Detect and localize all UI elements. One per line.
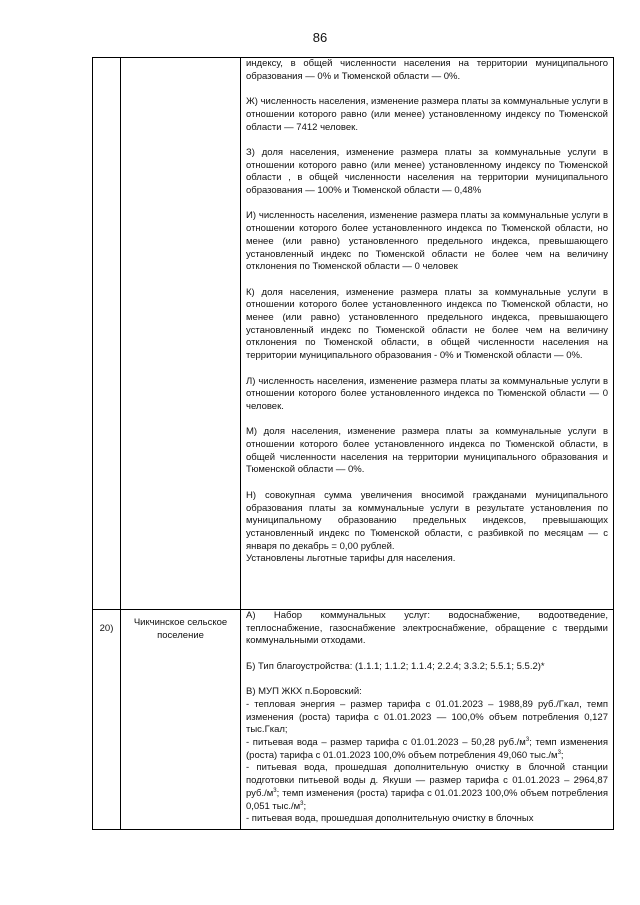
paragraph-benefit-tariffs: Установлены льготные тарифы для населения. [246,553,456,565]
paragraph-z: З) доля населения, изменение размера платы за коммунальные услуги в отношении которого равно (или менее) установленному индексу по Тюменской области , в общей численности населения на территории муниципального образования — 100% и Тюменской области — 0,48% [246,146,608,196]
row-description-cell [241,58,614,610]
table-row [93,610,614,830]
row-number-cell [93,610,121,830]
paragraph-a-services: А) Набор коммунальных услуг: водоснабжение, водоотведение, теплоснабжение, газоснабжение электроснабжение, обращение с твердыми коммунальными отходами. [246,610,608,647]
paragraph-i: И) численность населения, изменение размера платы за коммунальные услуги в отношении которого более установленного индекса по Тюменской области, но менее (или равно) установленного предельного индекса, превышающего установленный индекс по Тюменской области не более чем на величину отклонения по Тюменской области — 0 человек [246,210,608,273]
paragraph-b-type: Б) Тип благоустройства: (1.1.1; 1.1.2; 1.1.4; 2.2.4; 3.3.2; 5.5.1; 5.5.2)* [246,660,545,672]
tariff-item: - питьевая вода – размер тарифа с 01.01.2023 – 50,28 $руб./м^3$; темп изменения (роста) тарифа с 01.01.2023 100,0% объем потребления 49,060 $тыс./м^3$; [246,736,609,761]
row-description-cell [241,610,614,830]
row-name-cell [121,58,241,610]
page-number: 86 [312,30,328,45]
tariff-item: - тепловая энергия – размер тарифа с 01.01.2023 – 1988,89 руб./Гкал, темп изменения (роста) тарифа с 01.01.2023 — 100,0% объем потребления 0,127 тыс.Гкал; [246,698,608,736]
settlement-name: Чикчинское сельское поселение [133,617,228,641]
row-name-cell [121,610,241,830]
paragraph-m: М) доля населения, изменение размера платы за коммунальные услуги в отношении которого более установленного индекса по Тюменской области, в общей численности населения на территории муниципального образования и Тюменской области — 0%. [246,426,608,476]
paragraph-zh: Ж) численность населения, изменение размера платы за коммунальные услуги в отношении которого равно (или менее) установленному индексу по Тюменской области — 7412 человек. [246,96,608,133]
paragraph-c-header: В) МУП ЖКХ п.Боровский: [246,686,362,698]
paragraph-l: Л) численность населения, изменение размера платы за коммунальные услуги в отношении которого более установленного индекса по Тюменской области — 0 человек. [246,375,608,412]
paragraph-k: К) доля населения, изменение размера платы за коммунальные услуги в отношении которого более установленного индекса по Тюменской области, но менее (или равно) установленного предельного индекса, превышающего установленный индекс по Тюменской области не более чем на величину отклонения по Тюменской области, в общей численности населения на территории муниципального образования - 0% и Тюменской области — 0%. [246,286,608,362]
tariff-item: - питьевая вода, прошедшая дополнительную очистку в блочных [246,813,534,825]
tariff-item: - питьевая вода, прошедшая дополнительную очистку в блочной станции подготовки питьевой воды д. Якуши — размер тарифа с 01.01.2023 – 2964,87 $руб./м^3$; темп изменения (роста) тарифа с 01.01.2023 100,0% объем потребления 0,051 $тыс./м^3$; [246,762,608,812]
table-row [93,58,614,610]
row-number-cell [93,58,121,610]
row-number: 20) [99,623,114,634]
paragraph: индексу, в общей численности населения на территории муниципального образования — 0% и Тюменской области — 0%. [246,58,608,82]
paragraph-n: Н) совокупная сумма увеличения вносимой гражданами муниципального образования платы за коммунальные услуги в результате установления по муниципальному образованию предельных индексов, превышающих установленный индекс по Тюменской области, с разбивкой по месяцам — с января по декабрь = 0,00 рублей. [246,489,608,552]
municipal-data-table [92,57,614,830]
